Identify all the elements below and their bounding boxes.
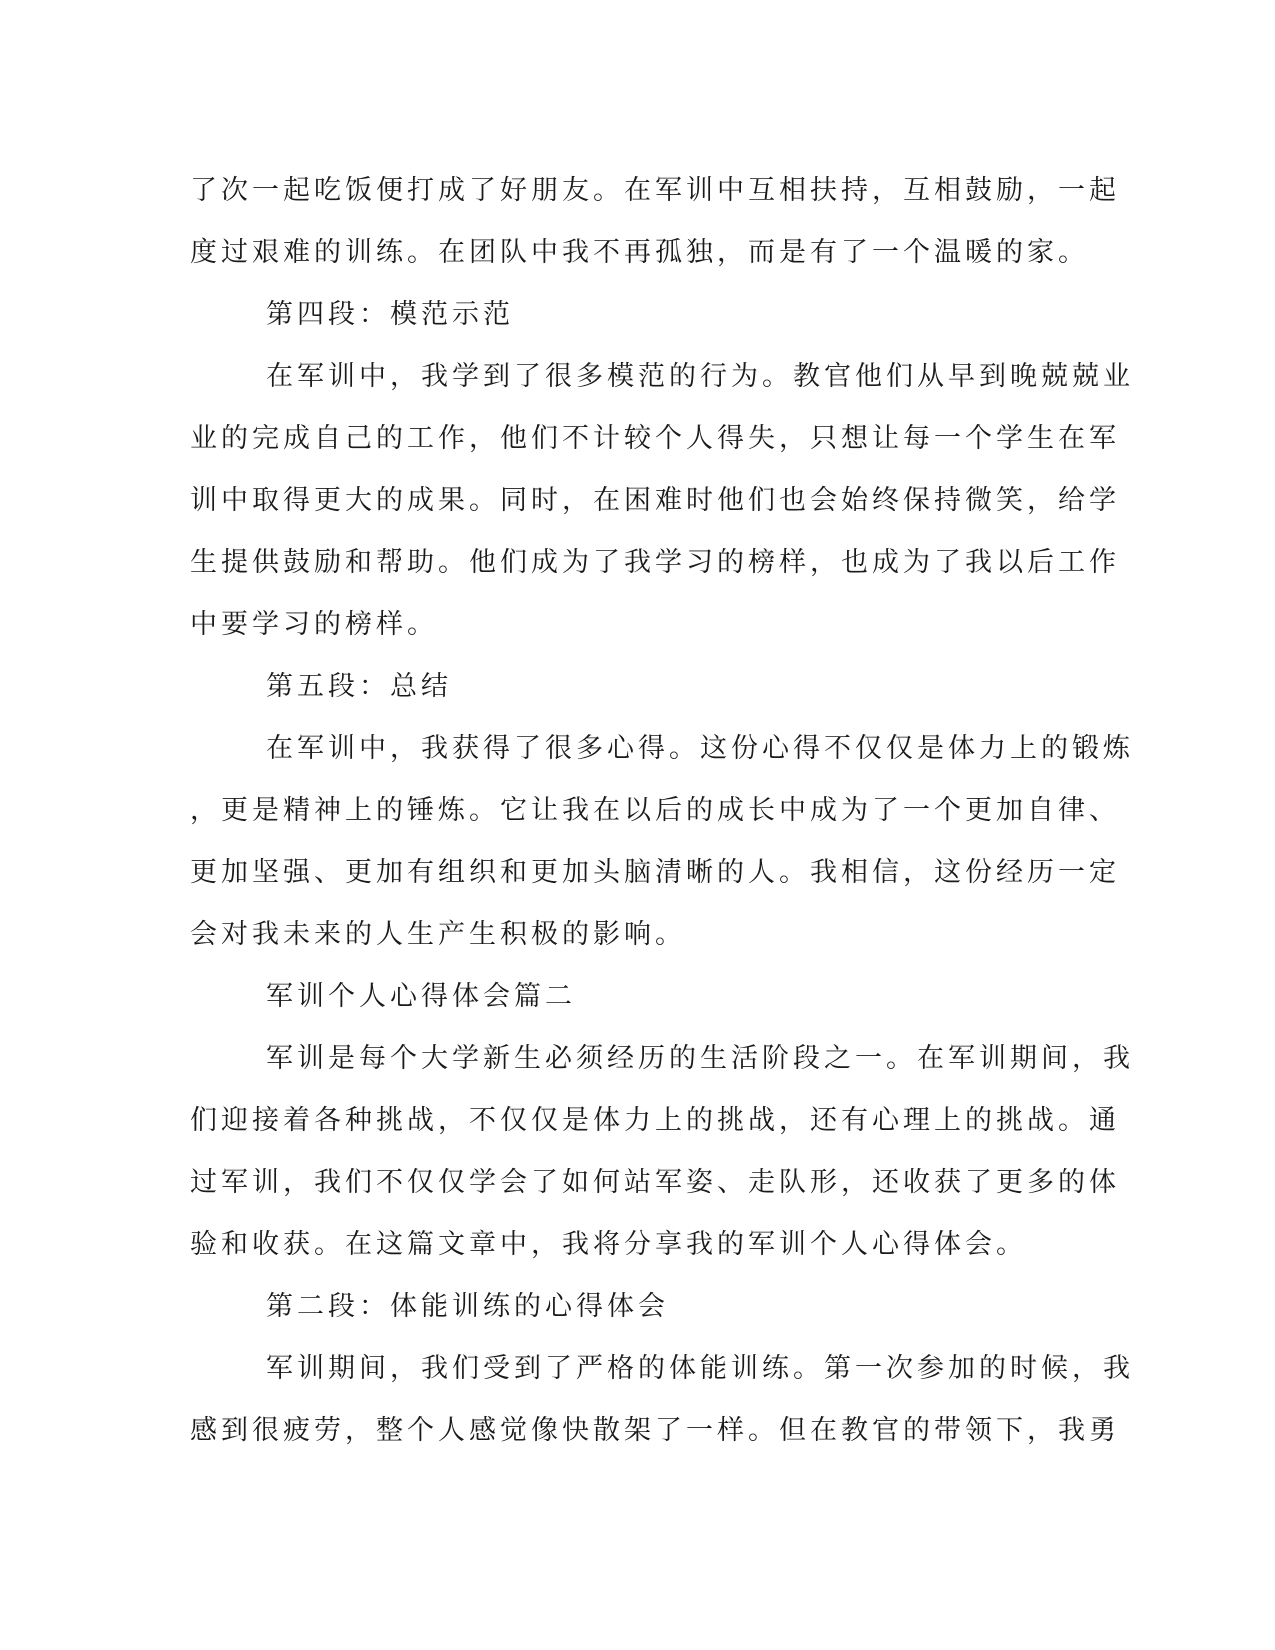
text-line: 生提供鼓励和帮助。他们成为了我学习的榜样，也成为了我以后工作	[190, 547, 1120, 578]
text-line: 训中取得更大的成果。同时，在困难时他们也会始终保持微笑，给学	[190, 485, 1120, 516]
text-line: 感到很疲劳，整个人感觉像快散架了一样。但在教官的带领下，我勇	[190, 1415, 1120, 1446]
document-body	[190, 160, 1134, 1462]
text-line: 过军训，我们不仅仅学会了如何站军姿、走队形，还收获了更多的体	[190, 1167, 1120, 1198]
article-title: 军训个人心得体会篇二	[266, 981, 576, 1012]
text-line: 在军训中，我获得了很多心得。这份心得不仅仅是体力上的锻炼	[266, 733, 1134, 764]
text-line: 更加坚强、更加有组织和更加头脑清晰的人。我相信，这份经历一定	[190, 857, 1120, 888]
text-line: 业的完成自己的工作，他们不计较个人得失，只想让每一个学生在军	[190, 423, 1120, 454]
section-heading: 第五段：总结	[266, 671, 452, 702]
text-line: ，更是精神上的锤炼。它让我在以后的成长中成为了一个更加自律、	[190, 795, 1120, 826]
text-line: 验和收获。在这篇文章中，我将分享我的军训个人心得体会。	[190, 1229, 1027, 1260]
text-line: 在军训中，我学到了很多模范的行为。教官他们从早到晚兢兢业	[266, 361, 1134, 392]
section-heading: 第四段：模范示范	[266, 299, 514, 330]
text-line: 度过艰难的训练。在团队中我不再孤独，而是有了一个温暖的家。	[190, 237, 1089, 268]
text-line: 军训期间，我们受到了严格的体能训练。第一次参加的时候，我	[266, 1353, 1134, 1384]
text-line: 了次一起吃饭便打成了好朋友。在军训中互相扶持，互相鼓励，一起	[190, 175, 1120, 206]
text-line: 中要学习的榜样。	[190, 609, 438, 640]
text-line: 会对我未来的人生产生积极的影响。	[190, 919, 686, 950]
text-line: 军训是每个大学新生必须经历的生活阶段之一。在军训期间，我	[266, 1043, 1134, 1074]
section-heading: 第二段：体能训练的心得体会	[266, 1291, 669, 1322]
text-line: 们迎接着各种挑战，不仅仅是体力上的挑战，还有心理上的挑战。通	[190, 1105, 1120, 1136]
